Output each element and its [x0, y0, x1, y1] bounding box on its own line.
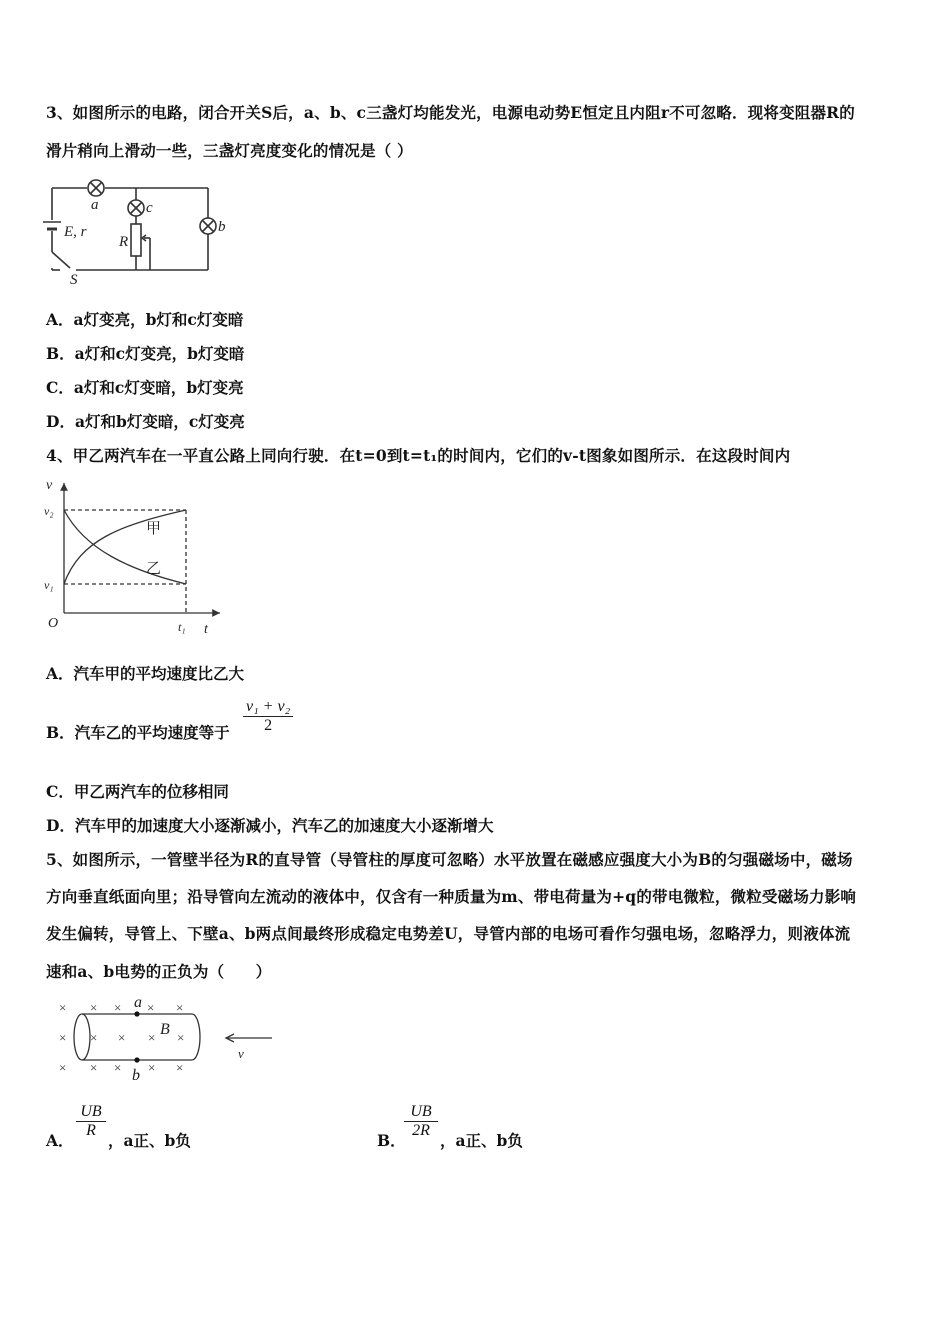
q5-stem-line3: 发生偏转，导管上、下壁a、b两点间最终形成稳定电势差U，导管内部的电场可看作匀强电场，忽略浮力，则液体流: [46, 924, 851, 943]
point-a-dot: [134, 1011, 139, 1016]
field-cross: ×: [176, 1000, 184, 1015]
q5-stem-line1: 5、如图所示，一管壁半径为R的直导管（导管柱的厚度可忽略）水平放置在磁感应强度大小为B的匀强磁场中，磁场: [46, 850, 853, 869]
field-cross: ×: [176, 1060, 184, 1075]
q5-stem-line4: 速和a、b电势的正负为（ ）: [46, 962, 272, 981]
q4-option-b-fraction: [243, 698, 293, 735]
q4-option-c: C．甲乙两汽车的位移相同: [46, 782, 229, 801]
series-jia-curve: [64, 510, 186, 584]
label-r: R: [119, 234, 129, 250]
field-cross: ×: [147, 1000, 155, 1015]
pipe-left-end: [74, 1014, 90, 1060]
q3-option-a: A．a灯变亮，b灯和c灯变暗: [46, 310, 244, 329]
field-cross: ×: [59, 1030, 67, 1045]
q4-stem-line1: 4、甲乙两汽车在一平直公路上同向行驶．在t=0到t=t₁的时间内，它们的v-t图象如图所示．在这段时间内: [46, 446, 791, 465]
field-cross: ×: [114, 1000, 122, 1015]
q4-option-b-text: B．汽车乙的平均速度等于: [46, 723, 230, 742]
frac-numerator: UB: [80, 1103, 102, 1120]
label-s: S: [70, 272, 78, 286]
label-v: v: [238, 1046, 244, 1061]
frac-denominator: R: [86, 1122, 96, 1139]
label-b: b: [218, 219, 226, 235]
q5-option-a-label: A．: [46, 1131, 74, 1150]
q5-pipe-figure: [52, 992, 282, 1084]
q3-stem-line2: 滑片稍向上滑动一些，三盏灯亮度变化的情况是（ ）: [46, 141, 413, 160]
q4-option-d: D．汽车甲的加速度大小逐渐减小，汽车乙的加速度大小逐渐增大: [46, 816, 494, 835]
x-axis-label: t: [204, 622, 208, 637]
label-a: a: [91, 197, 99, 213]
q3-option-c: C．a灯和c灯变暗，b灯变亮: [46, 378, 244, 397]
q5-stem-line2: 方向垂直纸面向里；沿导管向左流动的液体中，仅含有一种质量为m、带电荷量为+q的带电微粒，微粒受磁场力影响: [46, 887, 857, 906]
point-b-dot: [134, 1057, 139, 1062]
field-cross: ×: [90, 1000, 98, 1015]
label-c: c: [146, 200, 153, 216]
field-cross: ×: [118, 1030, 126, 1045]
frac-denominator: 2: [264, 717, 273, 734]
y-tick-v1: v₁: [44, 578, 54, 592]
x-tick-t1: t₁: [178, 620, 186, 634]
q3-stem-line1: 3、如图所示的电路，闭合开关S后，a、b、c三盏灯均能发光，电源电动势E恒定且内阻r不可忽略．现将变阻器R的: [46, 103, 855, 122]
q3-option-b: B．a灯和c灯变亮，b灯变暗: [46, 344, 245, 363]
label-b: b: [132, 1067, 140, 1084]
label-a: a: [134, 994, 142, 1011]
field-cross: ×: [59, 1000, 67, 1015]
pipe-right-end: [192, 1014, 200, 1060]
field-cross: ×: [177, 1030, 185, 1045]
q4-vt-chart: [40, 475, 240, 640]
q3-circuit-figure: [40, 174, 240, 286]
q5-option-b-tail: ，a正、b负: [440, 1131, 523, 1150]
field-cross: ×: [148, 1030, 156, 1045]
series-yi-label: 乙: [146, 561, 162, 577]
q3-option-d: D．a灯和b灯变暗，c灯变亮: [46, 412, 245, 431]
frac-denominator: 2R: [412, 1122, 430, 1139]
switch-s: [52, 252, 70, 268]
q5-option-a-fraction: [76, 1103, 106, 1140]
series-yi-curve: [64, 510, 186, 584]
series-jia-label: 甲: [146, 521, 162, 537]
label-field-b: B: [160, 1021, 170, 1038]
q5-option-b-label: B．: [377, 1131, 406, 1150]
label-source: E, r: [64, 224, 87, 240]
q4-option-a: A．汽车甲的平均速度比乙大: [46, 664, 245, 683]
field-cross: ×: [90, 1030, 98, 1045]
field-cross: ×: [148, 1060, 156, 1075]
origin-label: O: [48, 616, 59, 631]
y-axis-label: v: [46, 478, 53, 493]
field-cross: ×: [90, 1060, 98, 1075]
field-cross: ×: [59, 1060, 67, 1075]
q5-option-a-tail: ，a正、b负: [108, 1131, 191, 1150]
frac-numerator: UB: [410, 1103, 432, 1120]
rheostat-r: [131, 224, 141, 256]
frac-numerator: v₁ + v₂: [246, 698, 291, 715]
q5-option-b-fraction: [404, 1103, 438, 1140]
y-tick-v2: v₂: [44, 504, 54, 518]
field-cross: ×: [114, 1060, 122, 1075]
